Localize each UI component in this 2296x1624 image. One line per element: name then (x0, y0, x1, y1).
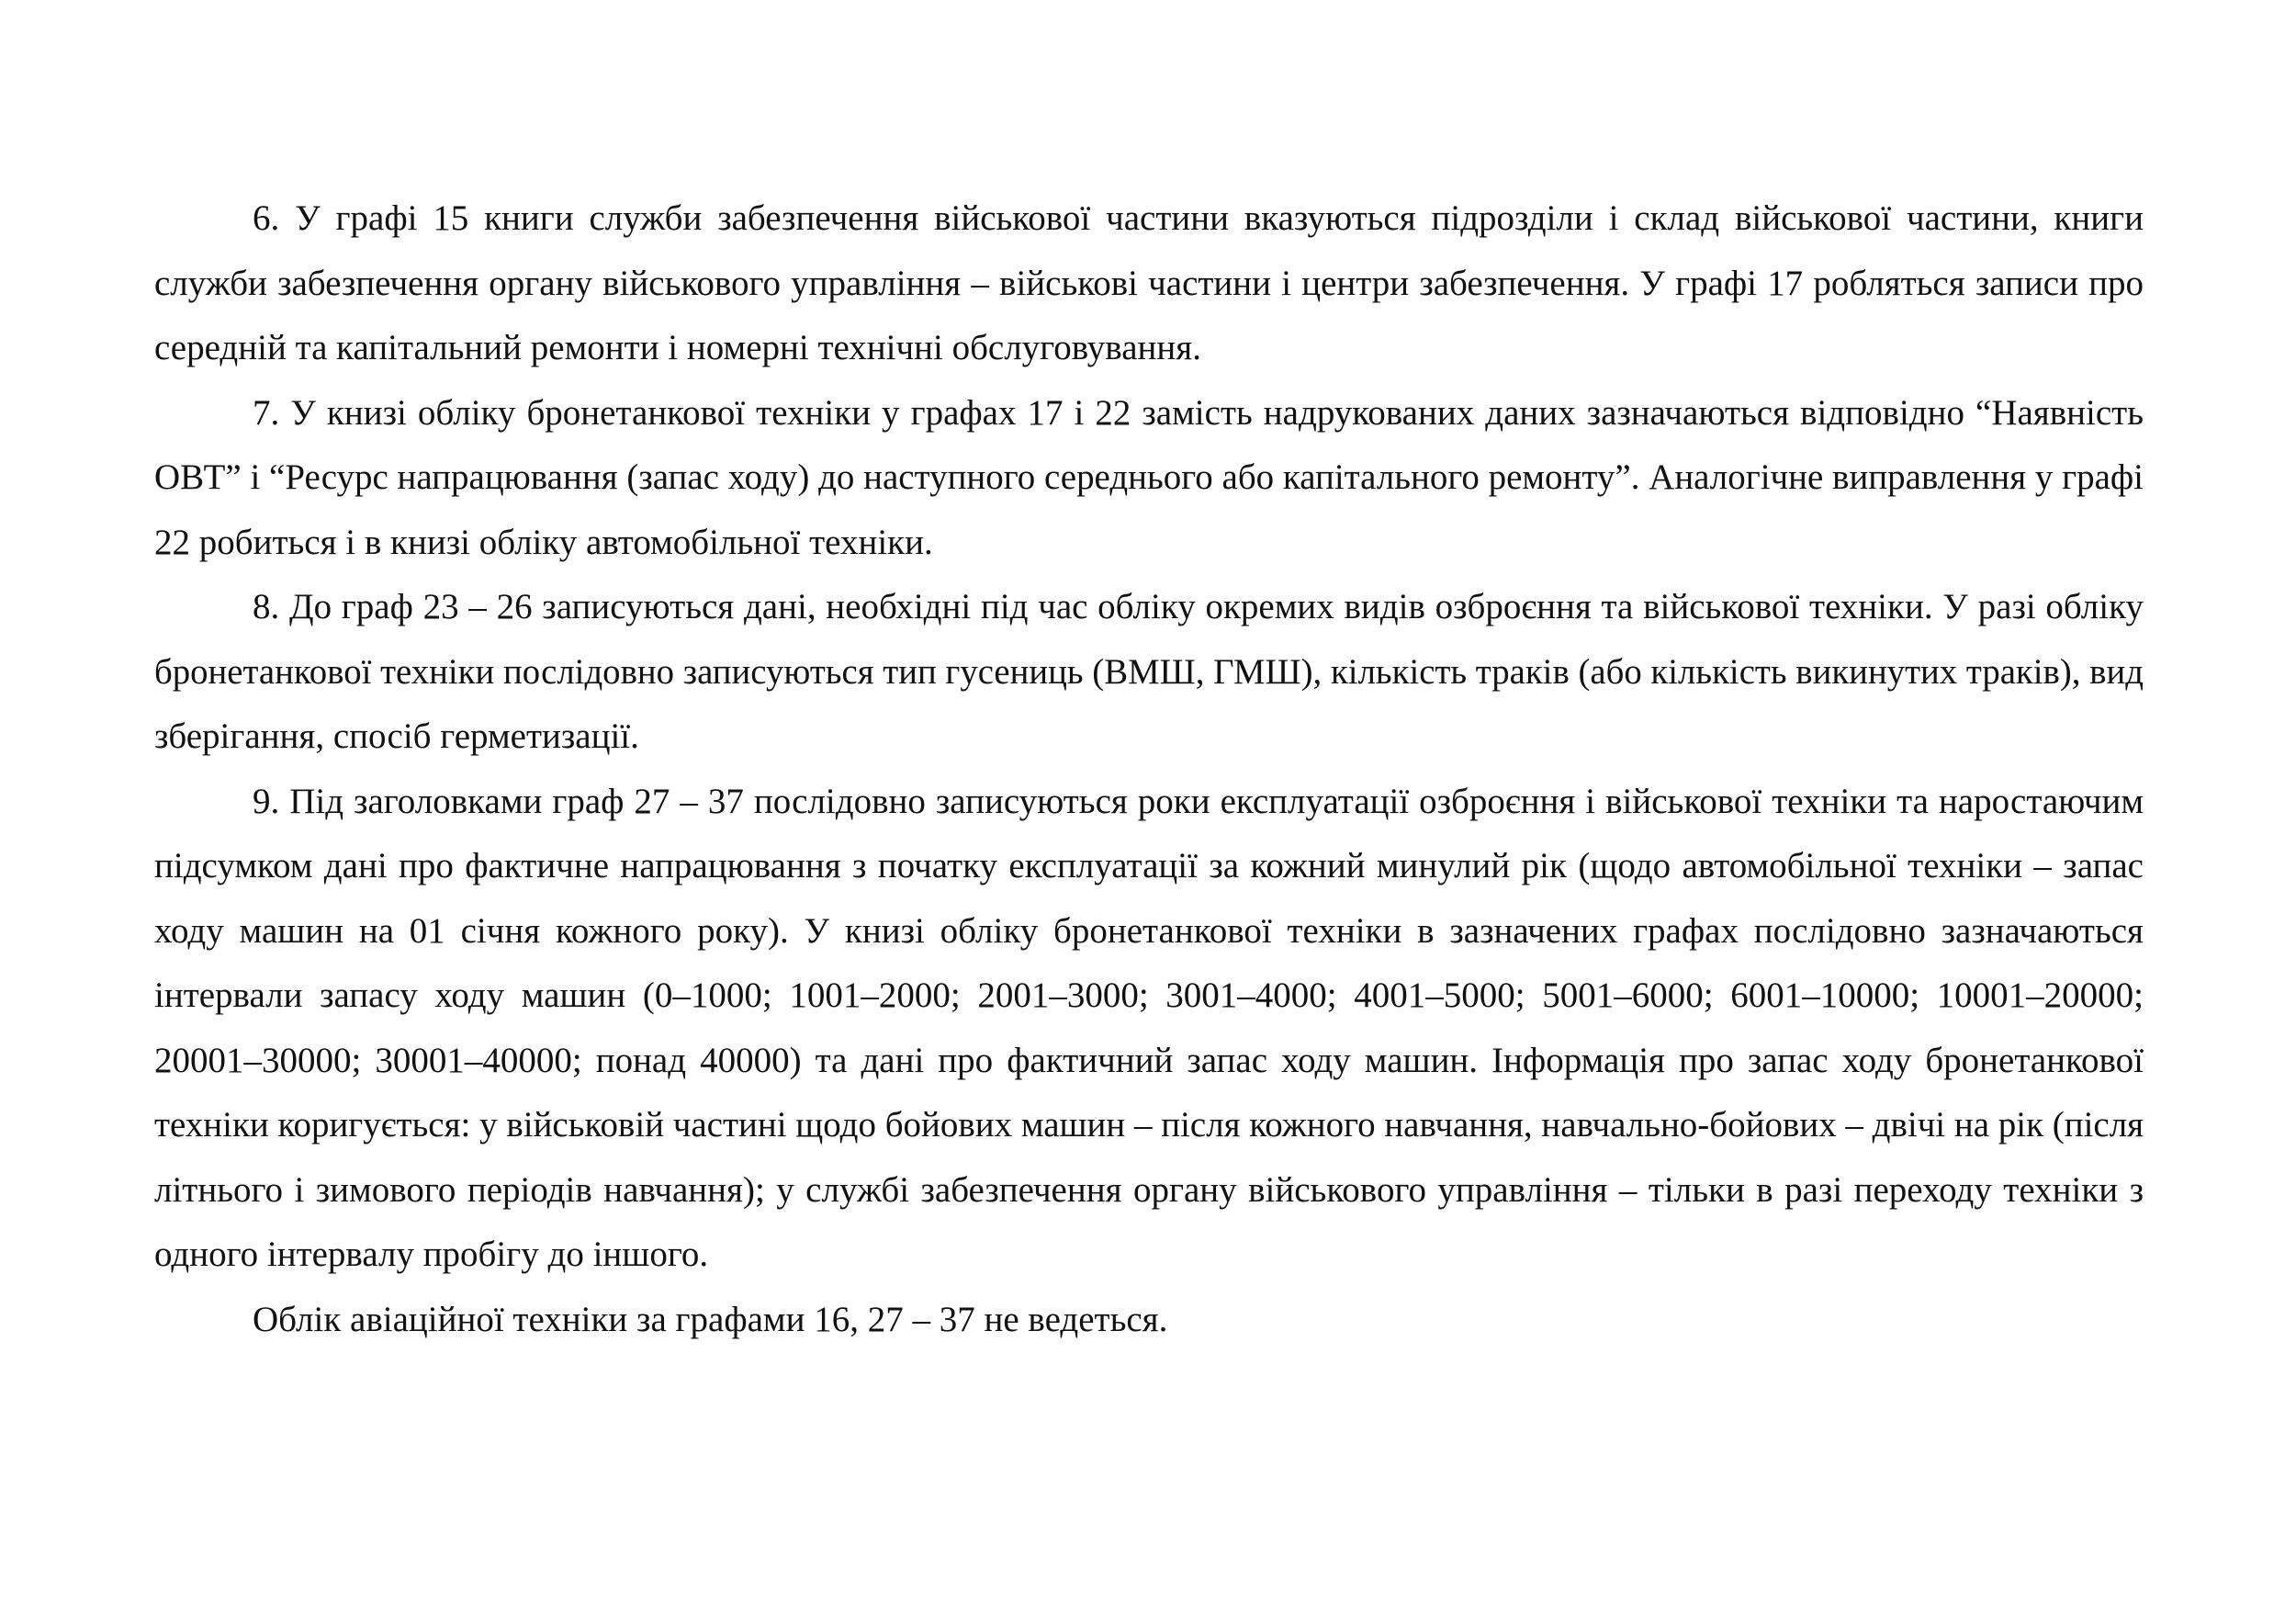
document-body (154, 186, 2144, 1352)
final-note-paragraph (154, 1288, 2144, 1353)
paragraph-line: середній та капітальний ремонти і номерні технічні обслуговування. (154, 328, 1201, 367)
paragraph-6 (154, 186, 2144, 381)
paragraph-line: ОВТ” і “Ресурс напрацювання (запас ходу) до наступного середнього або капітального ремонту”. Аналогічне виправлення у графі (154, 457, 2144, 497)
paragraph-line: ходу машин на 01 січня кожного року). У книзі обліку бронетанкової техніки в зазначених графах послідовно зазначаються (154, 910, 2144, 951)
paragraph-line: зберігання, спосіб герметизації. (154, 716, 639, 756)
paragraph-line: 22 робиться і в книзі обліку автомобільної техніки. (154, 522, 933, 562)
paragraph-line: 20001–30000; 30001–40000; понад 40000) та дані про фактичний запас ходу машин. Інформація про запас ходу бронетанкової (154, 1040, 2144, 1080)
paragraph-line: служби забезпечення органу військового управління – військові частини і центри забезпечення. У графі 17 робляться записи про (154, 263, 2144, 303)
paragraph-line: інтервали запасу ходу машин (0–1000; 1001–2000; 2001–3000; 3001–4000; 4001–5000; 5001–6000; 6001–10000; 10001–20000; (154, 976, 2144, 1015)
paragraph-line: 9. Під заголовками граф 27 – 37 послідовно записуються роки експлуатації озброєння і військової техніки та наростаючим (253, 781, 2144, 821)
paragraph-9 (154, 770, 2144, 1288)
paragraph-line: бронетанкової техніки послідовно записуються тип гусениць (ВМШ, ГМШ), кількість траків (або кількість викинутих траків), вид (154, 651, 2144, 692)
paragraph-line: одного інтервалу пробігу до іншого. (154, 1235, 709, 1274)
paragraph-line: 6. У графі 15 книги служби забезпечення військової частини вказуються підрозділи і склад військової частини, книги (253, 198, 2144, 238)
paragraph-line: Облік авіаційної техніки за графами 16, 27 – 37 не ведеться. (253, 1299, 1168, 1339)
paragraph-7 (154, 381, 2144, 576)
paragraph-line: підсумком дані про фактичне напрацювання з початку експлуатації за кожний минулий рік (щодо автомобільної техніки – запас (154, 846, 2144, 885)
paragraph-line: техніки коригується: у військовій частині щодо бойових машин – після кожного навчання, навчально-бойових – двічі на рік (після (154, 1105, 2144, 1145)
paragraph-line: літнього і зимового періодів навчання); у службі забезпечення органу військового управління – тільки в разі переходу техніки з (154, 1169, 2144, 1210)
paragraph-line: 7. У книзі обліку бронетанкової техніки у графах 17 і 22 замість надрукованих даних зазначаються відповідно “Наявність (253, 392, 2144, 433)
paragraph-8 (154, 575, 2144, 770)
paragraph-line: 8. До граф 23 – 26 записуються дані, необхідні під час обліку окремих видів озброєння та військової техніки. У разі обліку (253, 587, 2144, 626)
